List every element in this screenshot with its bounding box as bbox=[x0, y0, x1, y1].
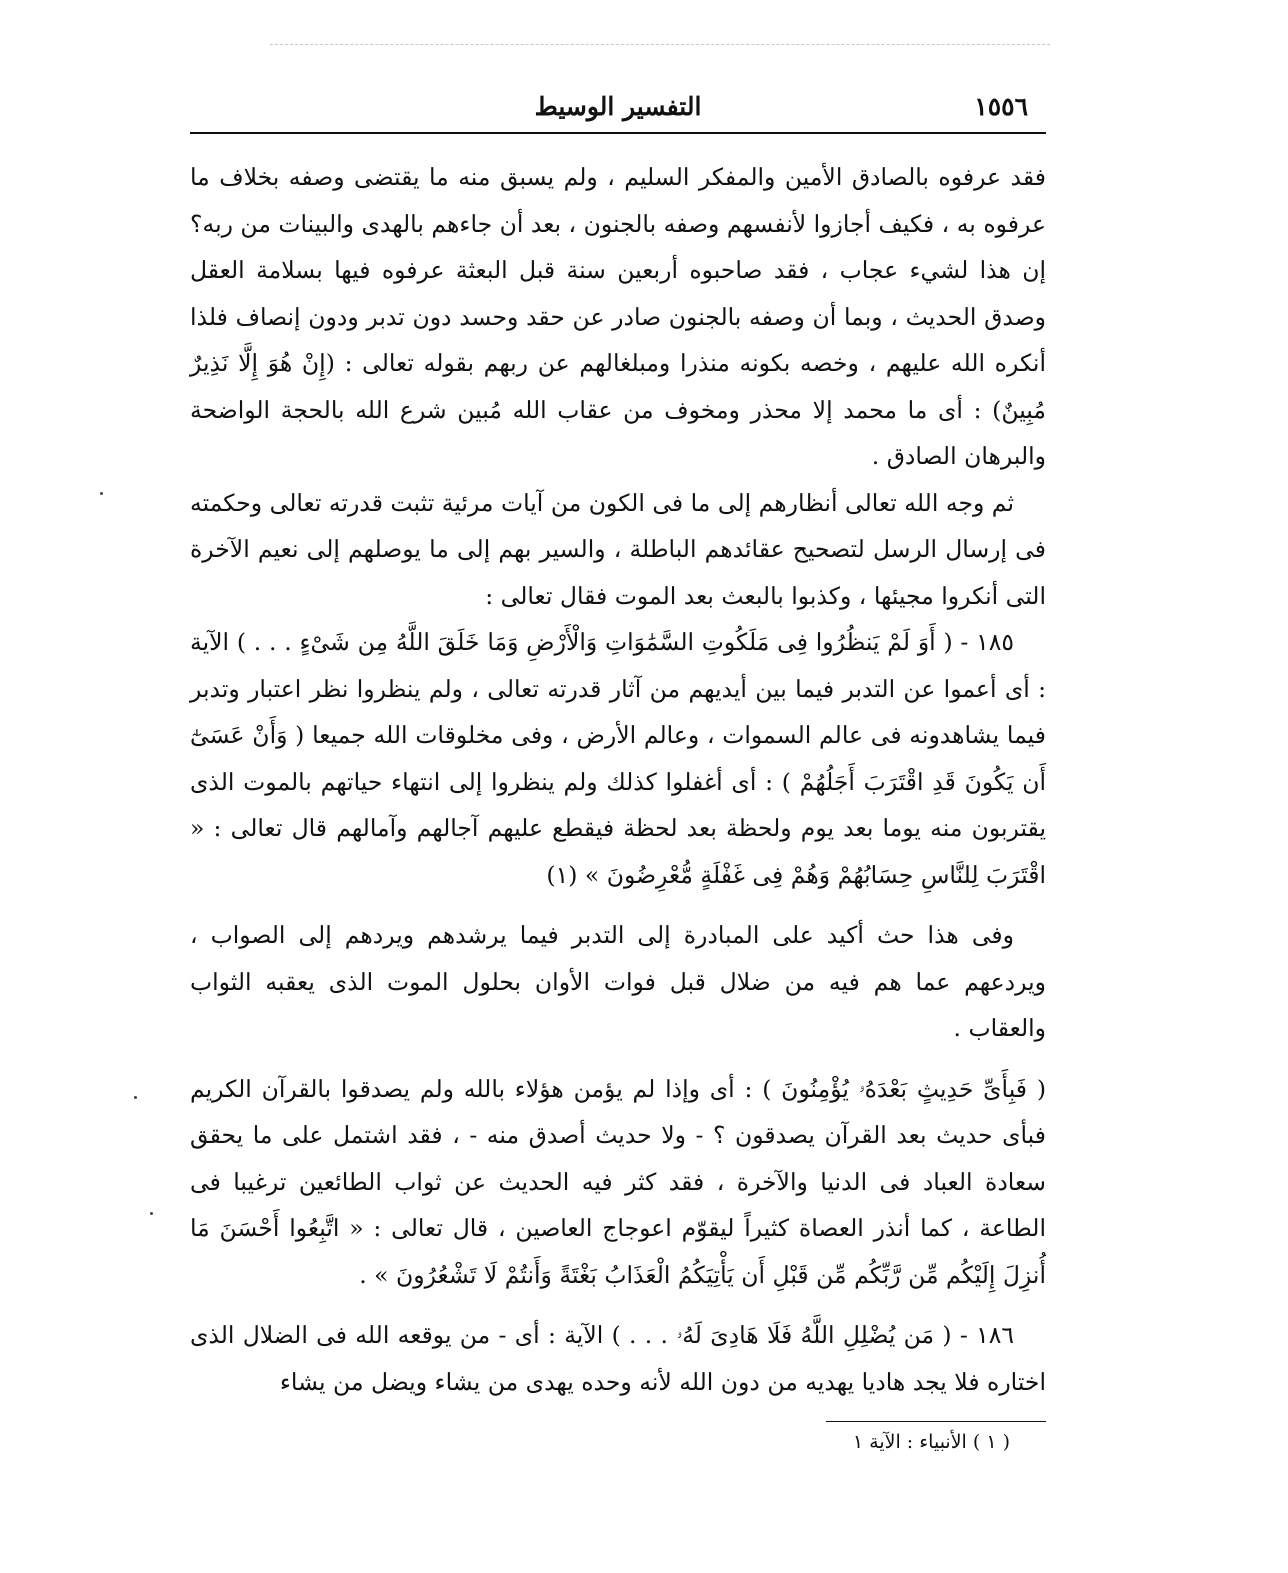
paragraph: فقد عرفوه بالصادق الأمين والمفكر السليم ، ولم يسبق منه ما يقتضى وصفه بخلاف ما عرفوه به ، فكيف أجازوا لأنفسهم وصفه بالجنون ، بعد أن جاءهم بالهدى والبينات من ربه؟ إن هذا لشيء عجاب ، فقد صاحبوه أربعين سنة قبل البعثة عرفوه فيها بسلامة العقل وصدق الحديث ، وبما أن وصفه بالجنون صادر عن حقد وحسد دون تدبر ودون إنصاف فلذا أنكره الله عليهم ، وخصه بكونه منذرا ومبلغالهم عن ربهم بقوله تعالى : (إِنْ هُوَ إِلَّا نَذِيرٌ مُبِينٌ) : أى ما محمد إلا محذر ومخوف من عقاب الله مُبين شرع الله بالحجة الواضحة والبرهان الصادق . bbox=[190, 163, 1046, 470]
page-title: التفسير الوسيط bbox=[534, 92, 702, 121]
paragraph: ( فَبِأَىِّ حَدِيثٍ بَعْدَهُۥ يُؤْمِنُونَ ) : أى وإذا لم يؤمن هؤلاء بالله ولم يصدقوا بالقرآن الكريم فبأى حديث بعد القرآن يصدقون ؟ - ولا حديث أصدق منه - ، فقد اشتمل على ما يحقق سعادة العباد فى الدنيا والآخرة ، فقد كثر فيه الحديث عن ثواب الطائعين ترغيبا فى الطاعة ، كما أنذر العصاة كثيراً ليقوّم اعوجاج العاصين ، قال تعالى : « اتَّبِعُوا أَحْسَنَ مَا أُنزِلَ إِلَيْكُم مِّن رَّبِّكُم مِّن قَبْلِ أَن يَأْتِيَكُمُ الْعَذَابُ بَغْتَةً وَأَنتُمْ لَا تَشْعُرُونَ » . bbox=[190, 1074, 1046, 1289]
scan-speck bbox=[100, 492, 103, 495]
paragraph: وفى هذا حث أكيد على المبادرة إلى التدبر فيما يرشدهم ويردهم إلى الصواب ، ويردعهم عما هم فيه من ضلال قبل فوات الأوان بحلول الموت الذى يعقبه الثواب والعقاب . bbox=[190, 921, 1046, 1042]
scan-speck bbox=[134, 1096, 137, 1099]
footnote: ( ١ ) الأنبياء : الآية ١ bbox=[852, 1431, 1010, 1453]
paragraph-verse-185: ١٨٥ - ( أَوَ لَمْ يَنظُرُوا فِى مَلَكُوتِ السَّمَٰوَاتِ وَالْأَرْضِ وَمَا خَلَقَ اللَّهُ مِن شَىْءٍ . . . ) الآية : أى أعموا عن التدبر فيما بين أيديهم من آثار قدرته تعالى ، ولم ينظروا نظر اعتبار وتدبر فيما يشاهدونه فى عالم السموات ، وعالم الأرض ، وفى مخلوقات الله جميعا ( وَأَنْ عَسَىٰٓ أَن يَكُونَ قَدِ اقْتَرَبَ أَجَلُهُمْ ) : أى أغفلوا كذلك ولم ينظروا إلى انتهاء حياتهم بالموت الذى يقتربون منه يوما بعد يوم ولحظة بعد لحظة فيقطع عليهم آجالهم وآمالهم قال تعالى : « اقْتَرَبَ لِلنَّاسِ حِسَابُهُمْ وَهُمْ فِى غَفْلَةٍ مُّعْرِضُونَ » (١) bbox=[190, 628, 1046, 889]
page-number: ١٥٥٦ bbox=[974, 92, 1028, 121]
page-body bbox=[190, 154, 1046, 1405]
scan-speck bbox=[150, 1212, 153, 1215]
paragraph: ثم وجه الله تعالى أنظارهم إلى ما فى الكون من آيات مرئية تثبت قدرته تعالى وحكمته فى إرسال الرسل لتصحيح عقائدهم الباطلة ، والسير بهم إلى ما يوصلهم إلى نعيم الآخرة التى أنكروا مجيئها ، وكذبوا بالبعث بعد الموت فقال تعالى : bbox=[190, 488, 1046, 610]
paragraph-verse-186: ١٨٦ - ( مَن يُضْلِلِ اللَّهُ فَلَا هَادِىَ لَهُۥ . . . ) الآية : أى - من يوقعه الله فى الضلال الذى اختاره فلا يجد هاديا يهديه من دون الله لأنه وحده يهدى من يشاء ويضل من يشاء bbox=[190, 1321, 1046, 1396]
book-page bbox=[190, 86, 1046, 1486]
footnote-divider bbox=[826, 1421, 1046, 1422]
page-header bbox=[190, 86, 1046, 134]
scan-artifact-line bbox=[270, 44, 1050, 45]
